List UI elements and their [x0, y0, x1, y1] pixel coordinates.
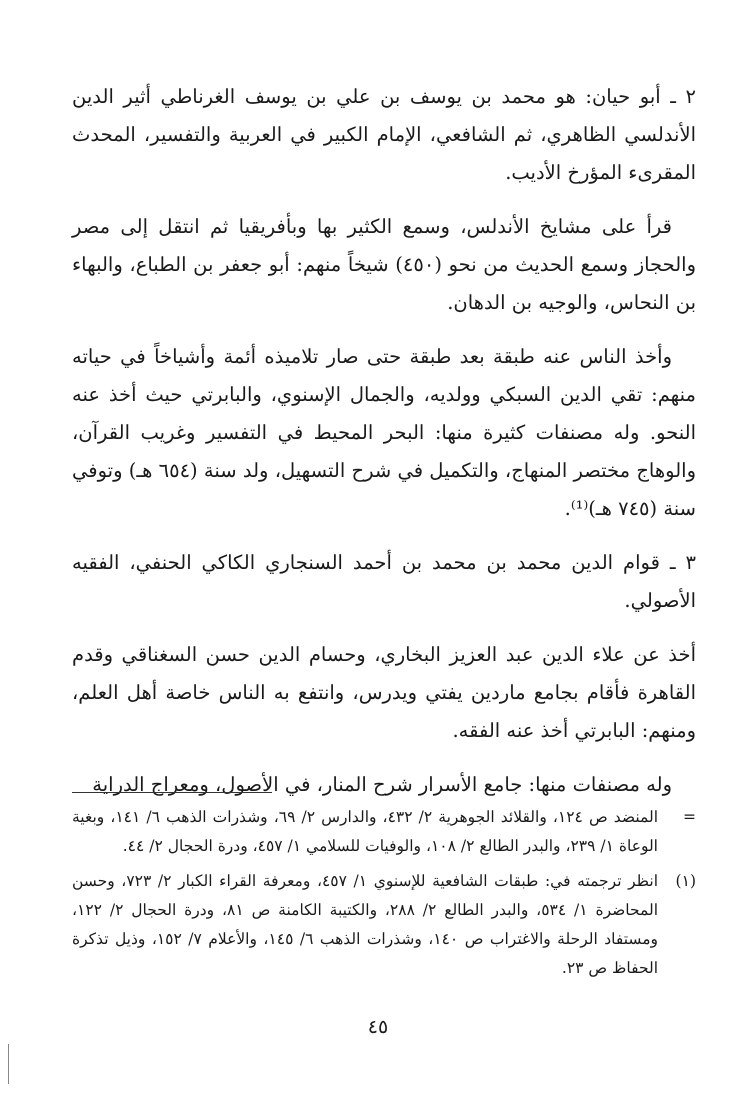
paragraph-abu-hayyan-intro: ٢ ـ أبو حيان: هو محمد بن يوسف بن علي بن يوسف الغرناطي أثير الدين الأندلسي الظاهري، ثم الشافعي، الإمام الكبير في العربية والتفسير، المحدث المقرىء المؤرخ الأديب. — [72, 85, 696, 184]
footnote-text: المنضد ص ١٢٤، والقلائد الجوهرية ٢/ ٤٣٢، والدارس ٢/ ٦٩، وشذرات الذهب ٦/ ١٤١، وبغية الوعاة ١/ ٢٣٩، والبدر الطالع ٢/ ١٠٨، والوفيات للسلامي ١/ ٤٥٧، ودرة الحجال ٢/ ٤٤. — [72, 808, 659, 855]
paragraph-qiwam-works: وله مصنفات منها: جامع الأسرار شرح المنار، في الأصول، ومعراج الدراية — [92, 773, 672, 796]
footnote-text: انظر ترجمته في: طبقات الشافعية للإسنوي ١/ ٤٥٧، ومعرفة القراء الكبار ٢/ ٧٢٣، وحسن المحاضرة ١/ ٥٣٤، والبدر الطالع ٢/ ٢٨٨، والكتيبة الكامنة ص ٨١، ودرة الحجال ٢/ ١٢٢، ومستفاد الرحلة والاغتراب ص ١٤٠، وشذرات الذهب ٦/ ١٤٥، والأعلام ٧/ ١٥٢، وذيل تذكرة الحفاظ ص ٢٣. — [72, 872, 659, 977]
paragraph-abu-hayyan-teachers: قرأ على مشايخ الأندلس، وسمع الكثير بها وبأفريقيا ثم انتقل إلى مصر والحجاز وسمع الحديث من نحو (٤٥٠) شيخاً منهم: أبو جعفر بن الطباع، والبهاء بن النحاس، والوجيه بن الدهان. — [72, 215, 696, 314]
paragraph-qiwam-intro: ٣ ـ قوام الدين محمد بن محمد بن أحمد السنجاري الكاكي الحنفي، الفقيه الأصولي. — [72, 551, 696, 612]
footnote-1 — [72, 867, 696, 983]
main-text — [72, 78, 696, 820]
footnote-divider — [72, 792, 272, 793]
paragraph-abu-hayyan-students: وأخذ الناس عنه طبقة بعد طبقة حتى صار تلاميذه أئمة وأشياخاً في حياته منهم: تقي الدين السبكي وولديه، والجمال الإسنوي، والبابرتي حيث أخذ عنه النحو. وله مصنفات كثيرة منها: البحر المحيط في التفسير وغريب القرآن، والوهاج مختصر المنهاج، والتكميل في شرح التسهيل، ولد سنة (٦٥٤ هـ) وتوفي سنة (٧٤٥ هـ)⁽¹⁾. — [72, 345, 696, 520]
binding-edge-mark — [8, 1044, 9, 1084]
page-number: ٤٥ — [367, 1016, 389, 1038]
footnotes-section — [72, 792, 696, 989]
footnote-marker: (١) — [675, 872, 696, 890]
footnote-marker: = — [683, 808, 696, 826]
paragraph-qiwam-teachers: أخذ عن علاء الدين عبد العزيز البخاري، وحسام الدين حسن السغناقي وقدم القاهرة فأقام بجامع ماردين يفتي ويدرس، وانتفع به الناس خاصة أهل العلم، ومنهم: البابرتي أخذ عنه الفقه. — [72, 643, 696, 742]
footnote-continued — [72, 803, 696, 861]
